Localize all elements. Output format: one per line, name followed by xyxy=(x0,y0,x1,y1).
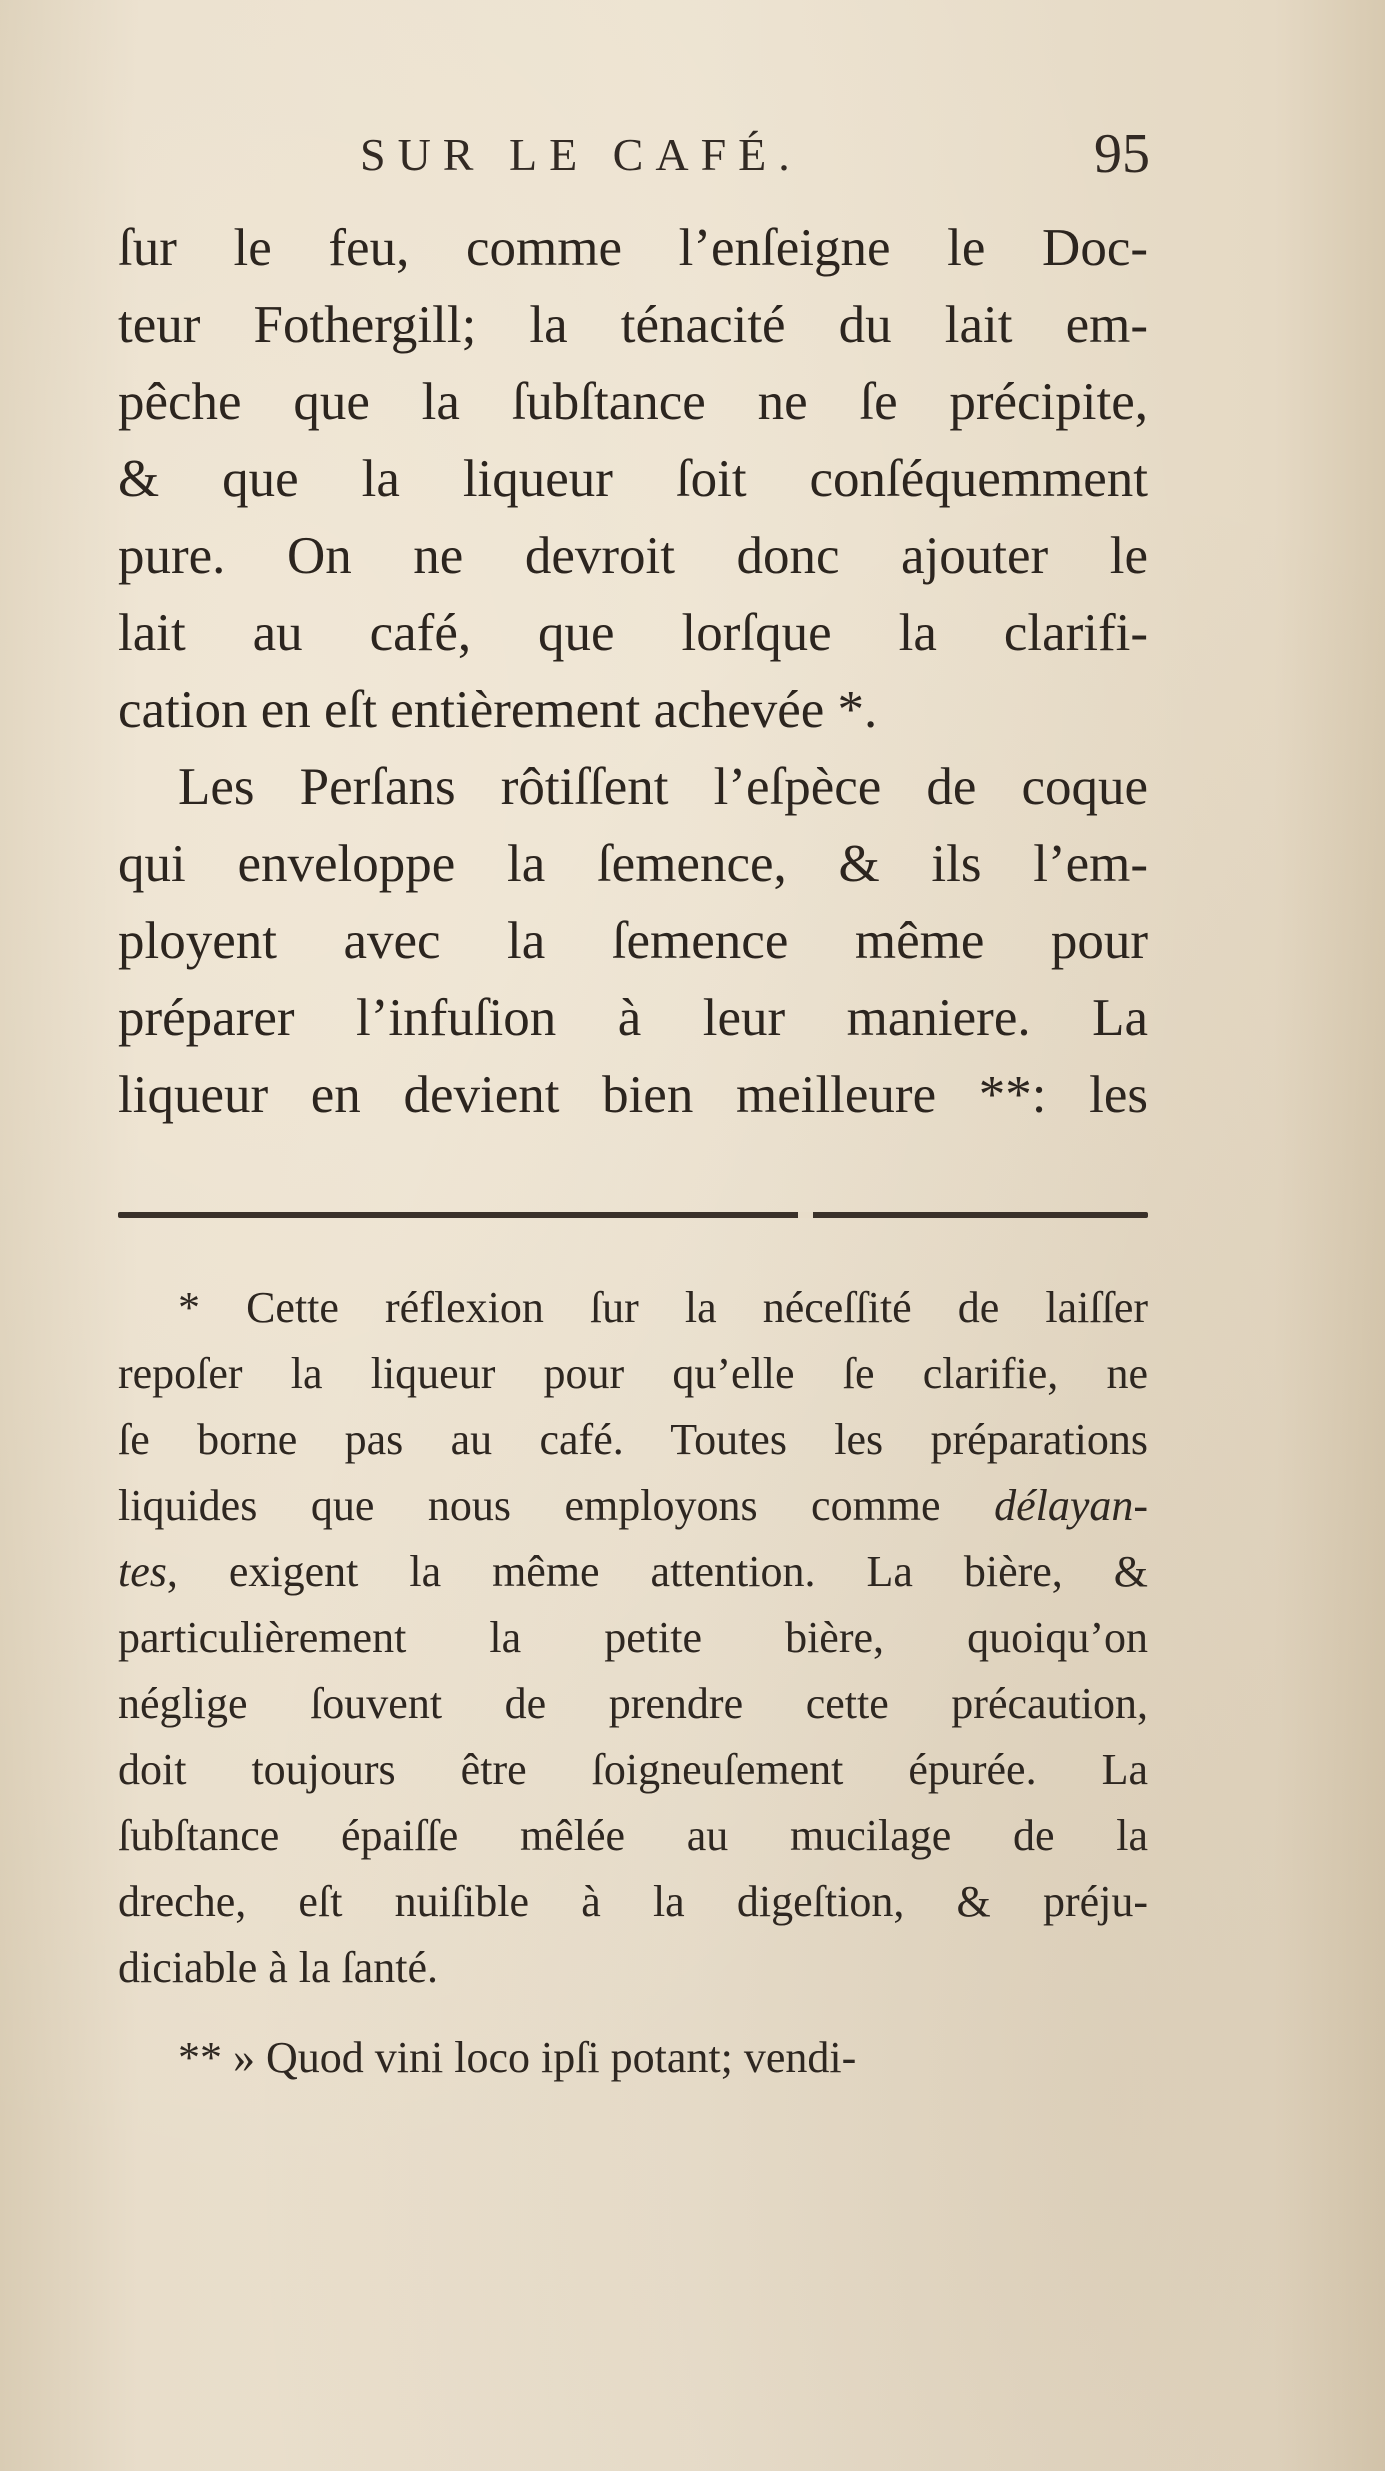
footnotes-block xyxy=(118,1275,1148,2091)
footnote-line xyxy=(118,1539,1148,1605)
footnote-line xyxy=(118,1473,1148,1539)
running-head: SUR LE CAFÉ. xyxy=(360,129,802,180)
text-line: lait au café, que lorſque la clarifi- xyxy=(118,604,1148,662)
footnote-gap xyxy=(118,2001,1148,2025)
footnote-line: ** » Quod vini loco ipſi potant; vendi- xyxy=(178,2033,857,2082)
text-line: liqueur en devient bien meilleure **: les xyxy=(118,1066,1148,1124)
page-header xyxy=(360,120,1150,200)
footnote-line: doit toujours être ſoigneuſement épurée. La xyxy=(118,1745,1148,1794)
footnote-line: dreche, eſt nuiſible à la digeſtion, & préju- xyxy=(118,1877,1148,1926)
footnote-line: * Cette réflexion ſur la néceſſité de laiſſer xyxy=(178,1283,1148,1332)
text-line: ployent avec la ſemence même pour xyxy=(118,912,1148,970)
footnote-italic-term: tes xyxy=(118,1547,167,1596)
text-line: teur Fothergill; la ténacité du lait em- xyxy=(118,296,1148,354)
footnote-2 xyxy=(118,2025,1148,2091)
footnote-line: néglige ſouvent de prendre cette précaution, xyxy=(118,1679,1148,1728)
footnote-1 xyxy=(118,1275,1148,2001)
footnote-line: repoſer la liqueur pour qu’elle ſe clarifie, ne xyxy=(118,1349,1148,1398)
footnote-text: liquides que nous employons comme xyxy=(118,1481,995,1530)
text-line: pêche que la ſubſtance ne ſe précipite, xyxy=(118,373,1148,431)
footnote-text: , exigent la même attention. La bière, & xyxy=(166,1547,1148,1596)
footnote-line: particulièrement la petite bière, quoiqu’on xyxy=(118,1613,1148,1662)
text-line: préparer l’infuſion à leur maniere. La xyxy=(118,989,1148,1047)
footnote-separator-rule xyxy=(118,1212,1148,1218)
page-number: 95 xyxy=(1094,123,1150,185)
footnote-line: diciable à la ſanté. xyxy=(118,1943,439,1992)
text-line: pure. On ne devroit donc ajouter le xyxy=(118,527,1148,585)
main-text-block xyxy=(118,210,1148,1134)
text-line: ſur le feu, comme l’enſeigne le Doc- xyxy=(118,219,1148,277)
text-line: & que la liqueur ſoit conſéquemment xyxy=(118,450,1148,508)
text-line: qui enveloppe la ſemence, & ils l’em- xyxy=(118,835,1148,893)
text-line: cation en eſt entièrement achevée *. xyxy=(118,681,878,739)
text-line: Les Perſans rôtiſſent l’eſpèce de coque xyxy=(178,758,1148,816)
footnote-italic-term: délayan- xyxy=(994,1481,1148,1530)
footnote-line: ſubſtance épaiſſe mêlée au mucilage de la xyxy=(118,1811,1148,1860)
footnote-line: ſe borne pas au café. Toutes les préparations xyxy=(118,1415,1148,1464)
